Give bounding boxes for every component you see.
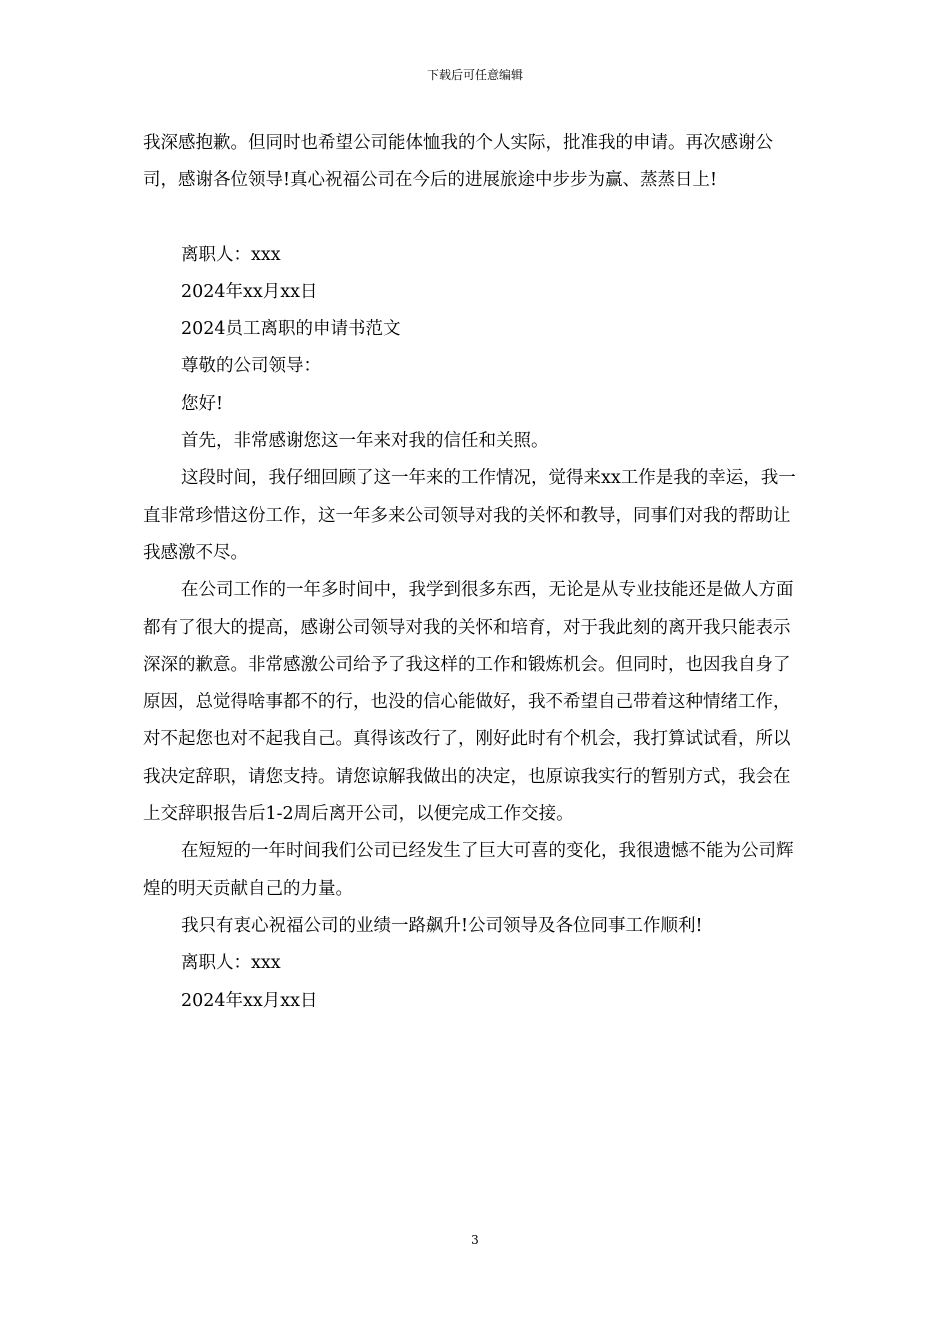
paragraph-gap [143, 200, 807, 237]
signature-resigner: 离职人：xxx [181, 244, 281, 265]
signature-date-2: 2024年xx月xx日 [181, 990, 318, 1011]
page-number: 3 [471, 1233, 479, 1247]
paragraph-review: 这段时间，我仔细回顾了这一年来的工作情况，觉得来xx工作是我的幸运，我一直非常珍惜这份工作，这一年多来公司领导对我的关怀和教导，同事们对我的帮助让我感激不尽。 [143, 468, 796, 563]
document-body [143, 125, 807, 1020]
paragraph-reason: 在公司工作的一年多时间中，我学到很多东西，无论是从专业技能还是做人方面都有了很大的提高，感谢公司领导对我的关怀和培育，对于我此刻的离开我只能表示深深的歉意。非常感激公司给予了我这样的工作和锻炼机会。但同时，也因我自身了原因，总觉得啥事都不的行，也没的信心能做好，我不希望自己带着这种情绪工作，对不起您也对不起我自己。真得该改行了，刚好此时有个机会，我打算试试看，所以我决定辞职，请您支持。请您谅解我做出的决定，也原谅我实行的暂别方式，我会在上交辞职报告后1-2周后离开公司，以便完成工作交接。 [143, 580, 794, 825]
paragraph-regret: 在短短的一年时间我们公司已经发生了巨大可喜的变化，我很遗憾不能为公司辉煌的明天贡献自己的力量。 [143, 841, 794, 899]
signature-resigner-2: 离职人：xxx [181, 953, 281, 974]
paragraph-apology: 我深感抱歉。但同时也希望公司能体恤我的个人实际，批准我的申请。再次感谢公司，感谢各位领导!真心祝福公司在今后的进展旅途中步步为赢、蒸蒸日上! [143, 133, 773, 191]
page-header: 下载后可任意编辑 [426, 68, 523, 82]
paragraph-blessing: 我只有衷心祝福公司的业绩一路飙升!公司领导及各位同事工作顺利! [181, 915, 703, 936]
letter-salutation: 尊敬的公司领导： [181, 356, 321, 377]
paragraph-thanks: 首先，非常感谢您这一年来对我的信任和关照。 [181, 431, 549, 452]
signature-date: 2024年xx月xx日 [181, 281, 318, 302]
letter-title: 2024员工离职的申请书范文 [181, 319, 401, 340]
letter-greeting: 您好! [181, 393, 224, 414]
